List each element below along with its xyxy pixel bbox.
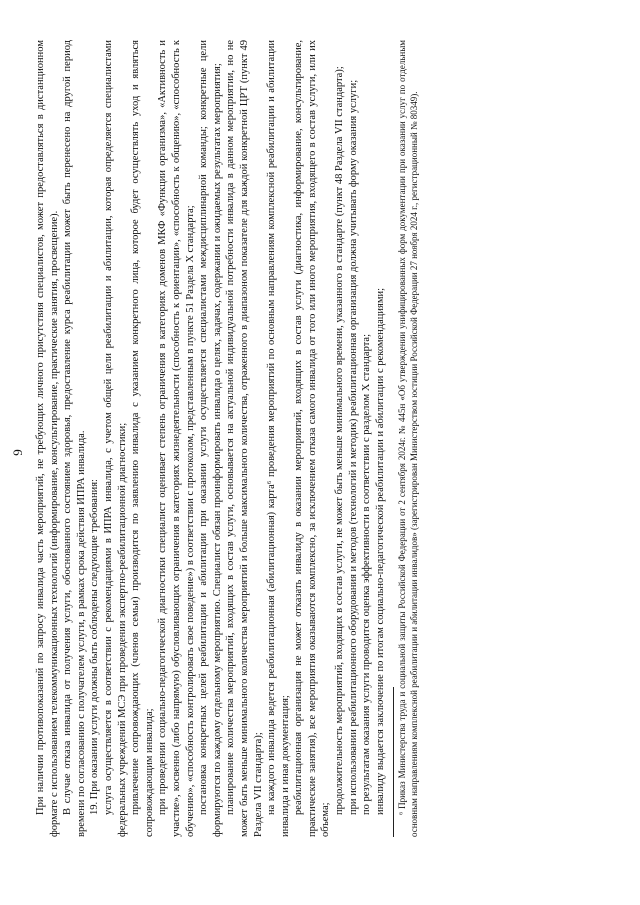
- paragraph: по результатам оказания услуги проводится оценка эффективности в соответствии с разделом X стандарта;: [361, 334, 373, 815]
- paragraph: В случае отказа инвалида от получения услуги, обоснованного состоянием здоровья, предоставление курса реабилитации может быть перенесено на другой период времени по согласованию с получателем услуги, в рамках срока действия ИПРА инвалида.: [62, 40, 87, 837]
- page-number: 9: [10, 449, 25, 456]
- paragraph: при использовании реабилитационного оборудования и методов (технологий и методик) реабилитационная организация должна учитывать форму оказания услуги;: [347, 79, 359, 815]
- paragraph: 19. При оказании услуги должны быть соблюдены следующие требования:: [89, 479, 101, 815]
- paragraph: реабилитационная организация не может отказать инвалиду в оказании мероприятий, входящих в состав услуги (диагностика, информирование, консультирование, практические занятия), все мероприятия оказываются комплексно, за исключением отказа самого инвалида от того или иного мероприятия, входящего в состав услуги, или их объема;: [293, 40, 332, 837]
- footnote-divider: [393, 687, 394, 837]
- paragraph: при проведении социально-педагогической диагностики специалист оценивает степень ограничения в категориях доменов МКФ «Функции организма», «Активность и участие», косвенно (либо напрямую) обусловливающих ограничения в категориях жизнедеятельности (способность к ориентации», «способность к общению», «способность к обучению», «способность контролировать свое поведение») в соответствии с протоколом, представленным в пункте 51 Раздела X стандарта;: [157, 40, 196, 837]
- paragraph: При наличии противопоказаний по запросу инвалида часть мероприятий, не требующих личного присутствия специалистов, может предоставляться в дистанционном формате с использованием телекоммуникационных технологий (информирование, консультирование, практические занятия, просвещение).: [35, 40, 60, 837]
- paragraph: продолжительность мероприятий, входящих в состав услуги, не может быть меньше минимального времени, указанного в стандарте (пункт 48 Раздела VII стандарта);: [334, 66, 346, 815]
- paragraph: услуга осуществляется в соответствии с рекомендациями в ИПРА инвалида, с учетом общей цели реабилитации и абилитации, которая определяется специалистами федеральных учреждений МСЭ при проведении экспертно-реабилитационной диагностики;: [102, 40, 128, 837]
- footnote: ⁶ Приказ Министерства труда и социальной защиты Российской Федерации от 2 сентября 2024г. № 445н «Об утверждении унифицированных форм документации при оказании услуг по отдельным основным направлениям комплексной реабилитации и абилитации инвалидов» (зарегистрирован Министерством юстиции Российской Федерации 27 ноября 2024 г., регистрационный № 80349).: [397, 40, 419, 837]
- document-body: [34, 40, 420, 837]
- paragraph: привлечение сопровождающих (членов семьи) производится по заявлению инвалида с указанием конкретного лица, которое будет осуществлять уход и являться сопровождающим инвалида;: [130, 40, 155, 837]
- paragraph: инвалиду выдается заключение по итогам социально-педагогической реабилитации и абилитации с рекомендациями;: [374, 287, 386, 815]
- paragraph: планирование количества мероприятий, входящих в состав услуги, основывается на актуальной индивидуальной потребности инвалида в данном мероприятии, но не может быть меньше минимального количества мероприятий и больше максимального количества, отраженного в диапазоном показателе для каждой конкретной ЦРТ (пункт 49 Раздела VII стандарта);: [225, 40, 264, 837]
- paragraph: на каждого инвалида ведется реабилитационная (абилитационная) карта⁶ проведения мероприятий по основным направлениям комплексной реабилитации и абилитации инвалида и иная документация;: [266, 40, 291, 837]
- paragraph: постановка конкретных целей реабилитации и абилитации при оказании услуги осуществляется специалистами междисциплинарной команды; конкретные цели формируются по каждому отдельному мероприятию. Специалист обязан проинформировать инвалида о целях, задачах, содержании и ожидаемых результатах мероприятия;: [198, 40, 223, 837]
